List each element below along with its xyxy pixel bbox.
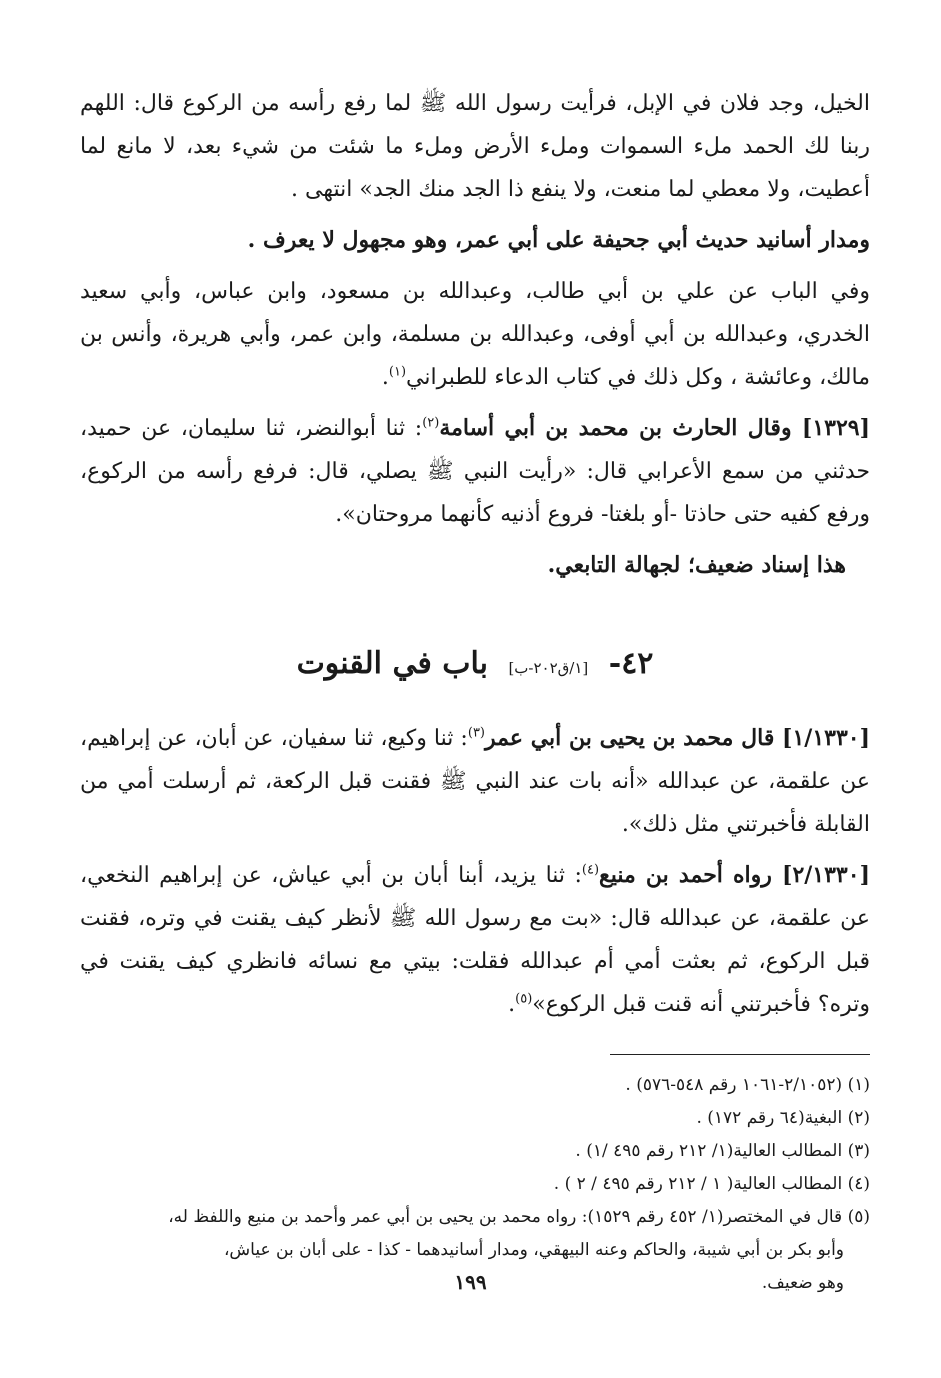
footnote-divider (610, 1054, 870, 1055)
hadith-text: : ثنا وكيع، ثنا سفيان، عن أبان، عن إبراهيم، عن علقمة، عن عبدالله «أنه بات عند النبي ﷺ فقنت قبل الركعة، ثم أرسلت أمي من القابلة فأخبرتني مثل ذلك». (80, 726, 870, 837)
hadith-text: : ثنا يزيد، أبنا أبان بن أبي عياش، عن إبراهيم النخعي، عن علقمة، عن عبدالله قال: «بت مع رسول الله ﷺ لأنظر كيف يقنت في وتره، فقنت قبل الركوع، ثم بعثت أمي أم عبدالله فقلت: بيتي مع نسائه فانظري كيف يقنت في وتره؟ فأخبرتني أنه قنت قبل الركوع» (80, 863, 870, 1017)
section-spacer (80, 595, 870, 637)
footnote-5-line-3: وهو ضعيف. (761, 1273, 844, 1293)
footnote-5: (٥) قال في المختصر(١/ ٤٥٢ رقم ١٥٢٩): رواه محمد بن يحيى بن أبي عمر وأحمد بن منيع واللفظ له، (168, 1207, 870, 1227)
hadith-1329 (80, 407, 870, 536)
paragraph-grading (80, 544, 870, 587)
paragraph-text: الخيل، وجد فلان في الإبل، فرأيت رسول الله ﷺ لما رفع رأسه من الركوع قال: اللهم ربنا لك الحمد ملء السموات وملء الأرض وملء ما شئت من شيء بعد، لا مانع لما أعطيت، ولا معطي لما منعت، ولا ينفع ذا الجد منك الجد» انتهى . (80, 91, 870, 202)
paragraph-text: ومدار أسانيد حديث أبي جحيفة على أبي عمر، وهو مجهول لا يعرف . (247, 227, 870, 253)
footnote-ref[interactable]: (٣) (467, 725, 485, 741)
chapter-number: ٤٢- (608, 646, 654, 681)
footnote-ref[interactable]: (٤) (581, 862, 600, 878)
hadith-header: [١٣٢٩] وقال الحارث بن محمد بن أبي أسامة (439, 415, 870, 441)
hadith-1330-2 (80, 854, 870, 1026)
paragraph-text: وفي الباب عن علي بن أبي طالب، وعبدالله بن مسعود، وابن عباس، وأبي سعيد الخدري، وعبدالله بن أبي أوفى، وعبدالله بن مسلمة، وابن عمر، وأبي هريرة، وأنس بن مالك، وعائشة ، وكل ذلك في كتاب الدعاء للطبراني (80, 279, 870, 390)
footnote-ref[interactable]: (٥) (515, 991, 533, 1007)
footnote-2: (٢) البغية(٦٤ رقم ١٧٢) . (696, 1108, 870, 1128)
hadith-header: [٢/١٣٣٠] رواه أحمد بن منيع (599, 862, 870, 888)
footnote-1: (١) (٢/١٠٥٢-١٠٦١ رقم ٥٤٨-٥٧٦) . (625, 1075, 870, 1095)
page-body (80, 82, 870, 1300)
paragraph-related-narrations: وفي الباب عن علي بن أبي طالب، وعبدالله بن مسعود، وابن عباس، وأبي سعيد الخدري، وعبدالله بن أبي أوفى، وعبدالله بن مسلمة، وابن عمر، وأبي هريرة، وأنس بن مالك، وعائشة ، وكل ذلك في كتاب الدعاء للطبراني$^{(١)}$. (80, 279, 870, 390)
paragraph-text: هذا إسناد ضعيف؛ لجهالة التابعي. (547, 552, 846, 578)
manuscript-ref: [١/ق٢٠٢-ب] (508, 659, 589, 677)
hadith-1330-1 (80, 717, 870, 846)
chapter-title: باب في القنوت (296, 646, 488, 681)
footnote-4: (٤) المطالب العالية( ١ / ٢١٢ رقم ٤٩٥ / ٢ ) . (553, 1174, 870, 1194)
hadith-text: : ثنا أبوالنضر، ثنا سليمان، عن حميد، حدثني من سمع الأعرابي قال: «رأيت النبي ﷺ يصلي، قال: فرفع رأسه من الركوع، ورفع كفيه حتى حاذتا -أو بلغتا- فروع أذنيه كأنهما مروحتان». (80, 416, 870, 527)
hadith-header: [١/١٣٣٠] قال محمد بن يحيى بن أبي عمر (485, 725, 871, 751)
chapter-heading (80, 637, 870, 695)
page-number: ١٩٩ (454, 1270, 487, 1294)
footnotes (80, 1069, 870, 1300)
paragraph-continuation (80, 82, 870, 211)
footnote-5-line-2: وأبو بكر بن أبي شيبة، والحاكم وعنه البيهقي، ومدار أسانيدهما - كذا - على أبان بن عياش، (223, 1240, 844, 1260)
footnote-ref[interactable]: (٢) (422, 415, 440, 431)
paragraph-isnad-note (80, 219, 870, 262)
hadith-text-end: . (508, 992, 516, 1017)
footnote-3: (٣) المطالب العالية(١/ ٢١٢ رقم ٤٩٥ /١) . (575, 1141, 870, 1161)
footnote-ref[interactable]: (١) (388, 364, 407, 380)
